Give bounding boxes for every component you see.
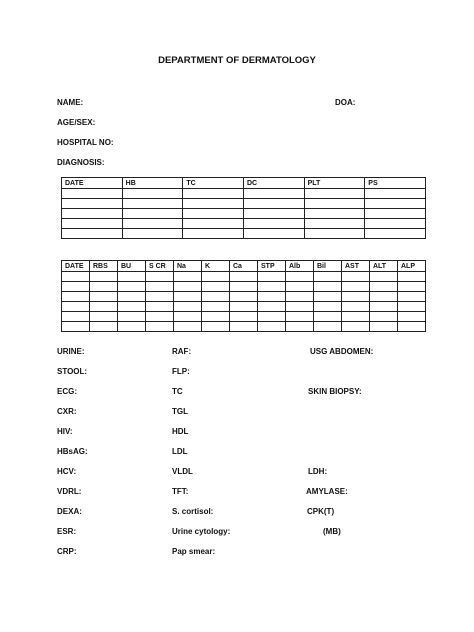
table-row — [62, 282, 426, 292]
table-cell — [146, 312, 174, 322]
table-cell — [342, 272, 370, 282]
column-header: Ca — [230, 261, 258, 272]
table-cell — [122, 219, 183, 229]
table-cell — [370, 322, 398, 332]
table-cell — [258, 272, 286, 282]
raf-label: RAF: — [172, 347, 192, 356]
table-row — [62, 272, 426, 282]
diagnosis-label: DIAGNOSIS: — [57, 158, 105, 167]
table-row — [62, 189, 426, 199]
table-cell — [314, 272, 342, 282]
ecg-label: ECG: — [57, 387, 77, 396]
table-cell — [62, 322, 90, 332]
table-cell — [398, 272, 426, 282]
table-cell — [342, 312, 370, 322]
table-cell — [118, 322, 146, 332]
lab-table-hematology — [61, 177, 426, 239]
table-cell — [230, 282, 258, 292]
table-cell — [146, 272, 174, 282]
table-cell — [304, 209, 365, 219]
lab-table-biochemistry — [61, 260, 426, 332]
table-cell — [122, 189, 183, 199]
table-cell — [62, 229, 123, 239]
table-row — [62, 229, 426, 239]
table-cell — [230, 292, 258, 302]
hdl-label: HDL — [172, 427, 189, 436]
table-cell — [243, 199, 304, 209]
table-cell — [146, 322, 174, 332]
table-cell — [342, 292, 370, 302]
table-cell — [90, 322, 118, 332]
cxr-label: CXR: — [57, 407, 77, 416]
table-cell — [286, 282, 314, 292]
age-sex-label: AGE/SEX: — [57, 118, 96, 127]
column-header: DATE — [62, 178, 123, 189]
table-cell — [398, 322, 426, 332]
table-header-row — [62, 261, 426, 272]
table-cell — [243, 229, 304, 239]
table-cell — [398, 282, 426, 292]
table-cell — [286, 312, 314, 322]
column-header: PLT — [304, 178, 365, 189]
table-cell — [202, 322, 230, 332]
table-cell — [62, 209, 123, 219]
table-cell — [202, 302, 230, 312]
table-cell — [286, 302, 314, 312]
table-cell — [183, 189, 244, 199]
table-cell — [370, 292, 398, 302]
usg-abdomen-label: USG ABDOMEN: — [310, 347, 374, 356]
flp-label: FLP: — [172, 367, 190, 376]
urine-cytology-label: Urine cytology: — [172, 527, 231, 536]
table-cell — [370, 272, 398, 282]
table-row — [62, 302, 426, 312]
table-cell — [146, 282, 174, 292]
table-cell — [365, 189, 426, 199]
table-cell — [118, 272, 146, 282]
column-header: S CR — [146, 261, 174, 272]
table-cell — [286, 322, 314, 332]
table-cell — [304, 229, 365, 239]
pap-smear-label: Pap smear: — [172, 547, 216, 556]
table-cell — [314, 302, 342, 312]
tft-label: TFT: — [172, 487, 189, 496]
urine-label: URINE: — [57, 347, 85, 356]
table-cell — [365, 219, 426, 229]
table-cell — [398, 312, 426, 322]
table-cell — [286, 292, 314, 302]
table-row — [62, 312, 426, 322]
table-cell — [174, 302, 202, 312]
column-header: RBS — [90, 261, 118, 272]
table-cell — [174, 292, 202, 302]
hbsag-label: HBsAG: — [57, 447, 88, 456]
hospital-no-label: HOSPITAL NO: — [57, 138, 114, 147]
table-row — [62, 219, 426, 229]
table-cell — [365, 209, 426, 219]
column-header: Alb — [286, 261, 314, 272]
table-cell — [342, 322, 370, 332]
column-header: Na — [174, 261, 202, 272]
table-cell — [398, 292, 426, 302]
name-label: NAME: — [57, 98, 84, 107]
column-header: STP — [258, 261, 286, 272]
table-cell — [62, 199, 123, 209]
table-cell — [258, 292, 286, 302]
table-row — [62, 322, 426, 332]
mb-label: (MB) — [323, 527, 341, 536]
table-cell — [304, 199, 365, 209]
skin-biopsy-label: SKIN BIOPSY: — [308, 387, 362, 396]
table-cell — [304, 219, 365, 229]
column-header: TC — [183, 178, 244, 189]
table-cell — [183, 199, 244, 209]
column-header: PS — [365, 178, 426, 189]
table-cell — [370, 302, 398, 312]
table-cell — [258, 302, 286, 312]
table-cell — [62, 292, 90, 302]
table-cell — [202, 282, 230, 292]
s-cortisol-label: S. cortisol: — [172, 507, 214, 516]
table-cell — [90, 272, 118, 282]
table-cell — [342, 302, 370, 312]
table-row — [62, 209, 426, 219]
table-cell — [62, 312, 90, 322]
table-cell — [370, 312, 398, 322]
table-cell — [365, 229, 426, 239]
tc-label: TC — [172, 387, 183, 396]
tgl-label: TGL — [172, 407, 188, 416]
table-cell — [122, 229, 183, 239]
column-header: ALT — [370, 261, 398, 272]
table-cell — [314, 322, 342, 332]
table-cell — [183, 219, 244, 229]
table-cell — [230, 272, 258, 282]
table-cell — [90, 312, 118, 322]
table-cell — [202, 312, 230, 322]
table-cell — [365, 199, 426, 209]
table-cell — [90, 302, 118, 312]
hcv-label: HCV: — [57, 467, 77, 476]
crp-label: CRP: — [57, 547, 77, 556]
table-cell — [122, 209, 183, 219]
table-cell — [62, 189, 123, 199]
esr-label: ESR: — [57, 527, 77, 536]
table-cell — [304, 189, 365, 199]
table-cell — [174, 282, 202, 292]
table-cell — [258, 322, 286, 332]
column-header: BU — [118, 261, 146, 272]
table-cell — [398, 302, 426, 312]
table-cell — [174, 322, 202, 332]
table-cell — [243, 219, 304, 229]
table-cell — [62, 282, 90, 292]
table-cell — [118, 282, 146, 292]
column-header: ALP — [398, 261, 426, 272]
column-header: Bil — [314, 261, 342, 272]
ldl-label: LDL — [172, 447, 188, 456]
table-cell — [202, 292, 230, 302]
table-cell — [258, 312, 286, 322]
table-cell — [122, 199, 183, 209]
table-cell — [90, 282, 118, 292]
table-cell — [230, 302, 258, 312]
hiv-label: HIV: — [57, 427, 73, 436]
table-cell — [230, 322, 258, 332]
table-cell — [258, 282, 286, 292]
table-row — [62, 199, 426, 209]
table-cell — [314, 282, 342, 292]
table-cell — [62, 302, 90, 312]
table-cell — [314, 312, 342, 322]
table-cell — [146, 302, 174, 312]
vdrl-label: VDRL: — [57, 487, 82, 496]
column-header: DC — [243, 178, 304, 189]
table-cell — [118, 292, 146, 302]
column-header: AST — [342, 261, 370, 272]
table-cell — [62, 219, 123, 229]
table-cell — [183, 229, 244, 239]
column-header: DATE — [62, 261, 90, 272]
table-cell — [243, 189, 304, 199]
table-cell — [174, 272, 202, 282]
table-cell — [118, 302, 146, 312]
table-cell — [314, 292, 342, 302]
table-row — [62, 292, 426, 302]
table-cell — [90, 292, 118, 302]
cpk-label: CPK(T) — [307, 507, 335, 516]
table-cell — [146, 292, 174, 302]
page-title: DEPARTMENT OF DERMATOLOGY — [158, 55, 316, 66]
table-cell — [370, 282, 398, 292]
column-header: HB — [122, 178, 183, 189]
column-header: K — [202, 261, 230, 272]
table-cell — [118, 312, 146, 322]
dexa-label: DEXA: — [57, 507, 82, 516]
table-cell — [62, 272, 90, 282]
table-header-row — [62, 178, 426, 189]
table-cell — [230, 312, 258, 322]
vldl-label: VLDL — [172, 467, 193, 476]
table-cell — [174, 312, 202, 322]
table-cell — [342, 282, 370, 292]
amylase-label: AMYLASE: — [306, 487, 348, 496]
table-cell — [243, 209, 304, 219]
stool-label: STOOL: — [57, 367, 88, 376]
doa-label: DOA: — [335, 98, 356, 107]
table-cell — [202, 272, 230, 282]
table-cell — [286, 272, 314, 282]
table-cell — [183, 209, 244, 219]
ldh-label: LDH: — [308, 467, 328, 476]
